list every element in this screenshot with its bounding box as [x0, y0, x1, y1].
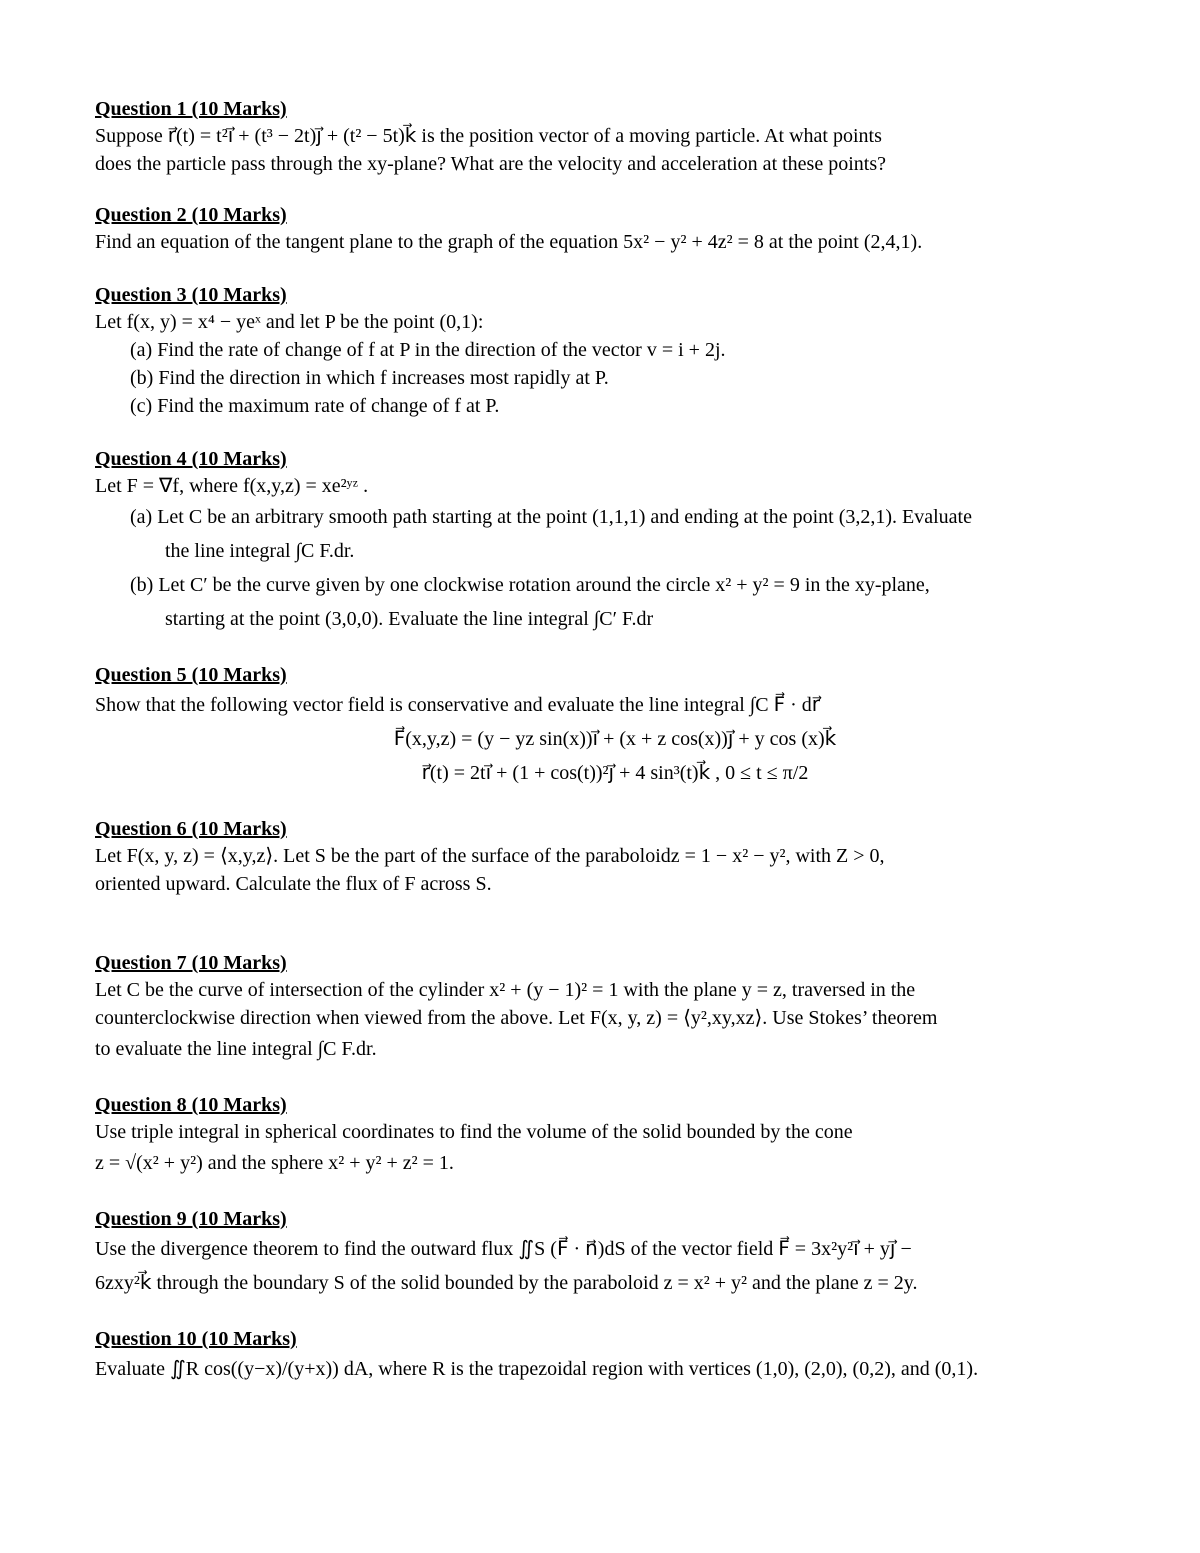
- question-title: Question 5 (10 Marks): [95, 664, 287, 686]
- question-7: [95, 950, 1135, 1066]
- question-title: Question 7 (10 Marks): [95, 952, 287, 974]
- question-text: Let C be the curve of intersection of the cylinder x² + (y − 1)² = 1 with the plane y = z, traversed in the: [95, 979, 916, 1001]
- question-title: Question 1 (10 Marks): [95, 98, 287, 120]
- question-title: Question 6 (10 Marks): [95, 818, 287, 840]
- path-equation: r⃗(t) = 2ti⃗ + (1 + cos(t))²j⃗ + 4 sin³(t)k⃗ , 0 ≤ t ≤ π/2: [421, 762, 809, 784]
- question-text: Let f(x, y) = x⁴ − yeˣ and let P be the point (0,1):: [95, 311, 484, 333]
- question-text: Use the divergence theorem to find the outward flux ∬S (F⃗ · n⃗)dS of the vector field F⃗ = 3x²y²i⃗ + yj⃗ −: [95, 1238, 912, 1260]
- question-4: [95, 446, 1135, 636]
- question-text: z = √(x² + y²) and the sphere x² + y² + z² = 1.: [95, 1152, 454, 1174]
- question-title: Question 10 (10 Marks): [95, 1328, 297, 1350]
- question-text: Find an equation of the tangent plane to the graph of the equation 5x² − y² + 4z² = 8 at the point (2,4,1).: [95, 231, 923, 253]
- question-part-a-cont: the line integral ∫C F.dr.: [165, 540, 355, 562]
- question-1: [95, 96, 1135, 178]
- question-text: 6zxy²k⃗ through the boundary S of the solid bounded by the paraboloid z = x² + y² and the plane z = 2y.: [95, 1272, 918, 1294]
- question-part-b: (b) Let C′ be the curve given by one clockwise rotation around the circle x² + y² = 9 in the xy-plane,: [130, 574, 930, 596]
- question-part-b: (b) Find the direction in which f increases most rapidly at P.: [130, 367, 609, 389]
- question-3: [95, 282, 1135, 420]
- question-text: Show that the following vector field is conservative and evaluate the line integral ∫C F⃗ · dr⃗: [95, 694, 820, 716]
- question-text: Let F(x, y, z) = ⟨x,y,z⟩. Let S be the part of the surface of the paraboloidz = 1 − x² − y², with Z > 0,: [95, 845, 885, 867]
- question-text: Use triple integral in spherical coordinates to find the volume of the solid bounded by the cone: [95, 1121, 853, 1143]
- question-text: Suppose r⃗(t) = t²i⃗ + (t³ − 2t)j⃗ + (t² − 5t)k⃗ is the position vector of a moving particle. At what points: [95, 125, 882, 147]
- question-title: Question 9 (10 Marks): [95, 1208, 287, 1230]
- question-part-a: (a) Find the rate of change of f at P in the direction of the vector v = i + 2j.: [130, 339, 726, 361]
- question-title: Question 3 (10 Marks): [95, 284, 287, 306]
- vector-field-equation: F⃗(x,y,z) = (y − yz sin(x))i⃗ + (x + z cos(x))j⃗ + y cos (x)k⃗: [393, 728, 837, 750]
- question-8: [95, 1092, 1135, 1180]
- question-9: [95, 1206, 1135, 1300]
- exam-page: [95, 96, 1135, 1386]
- question-text: does the particle pass through the xy-plane? What are the velocity and acceleration at these points?: [95, 153, 886, 175]
- question-text: oriented upward. Calculate the flux of F across S.: [95, 873, 492, 895]
- question-text: Evaluate ∬R cos((y−x)/(y+x)) dA, where R is the trapezoidal region with vertices (1,0), (2,0), (0,2), and (0,1).: [95, 1358, 979, 1380]
- question-text: Let F = ∇f, where f(x,y,z) = xe²ʸᶻ .: [95, 475, 369, 497]
- question-title: Question 8 (10 Marks): [95, 1094, 287, 1116]
- question-part-b-cont: starting at the point (3,0,0). Evaluate the line integral ∫C′ F.dr: [165, 608, 654, 630]
- question-2: [95, 202, 1135, 256]
- question-10: [95, 1326, 1135, 1386]
- question-5: [95, 662, 1135, 790]
- question-text: to evaluate the line integral ∫C F.dr.: [95, 1038, 377, 1060]
- question-text: counterclockwise direction when viewed from the above. Let F(x, y, z) = ⟨y²,xy,xz⟩. Use Stokes’ theorem: [95, 1007, 938, 1029]
- question-part-a: (a) Let C be an arbitrary smooth path starting at the point (1,1,1) and ending at the point (3,2,1). Evaluate: [130, 506, 972, 528]
- question-6: [95, 816, 1135, 898]
- question-title: Question 4 (10 Marks): [95, 448, 287, 470]
- question-part-c: (c) Find the maximum rate of change of f at P.: [130, 395, 500, 417]
- question-title: Question 2 (10 Marks): [95, 204, 287, 226]
